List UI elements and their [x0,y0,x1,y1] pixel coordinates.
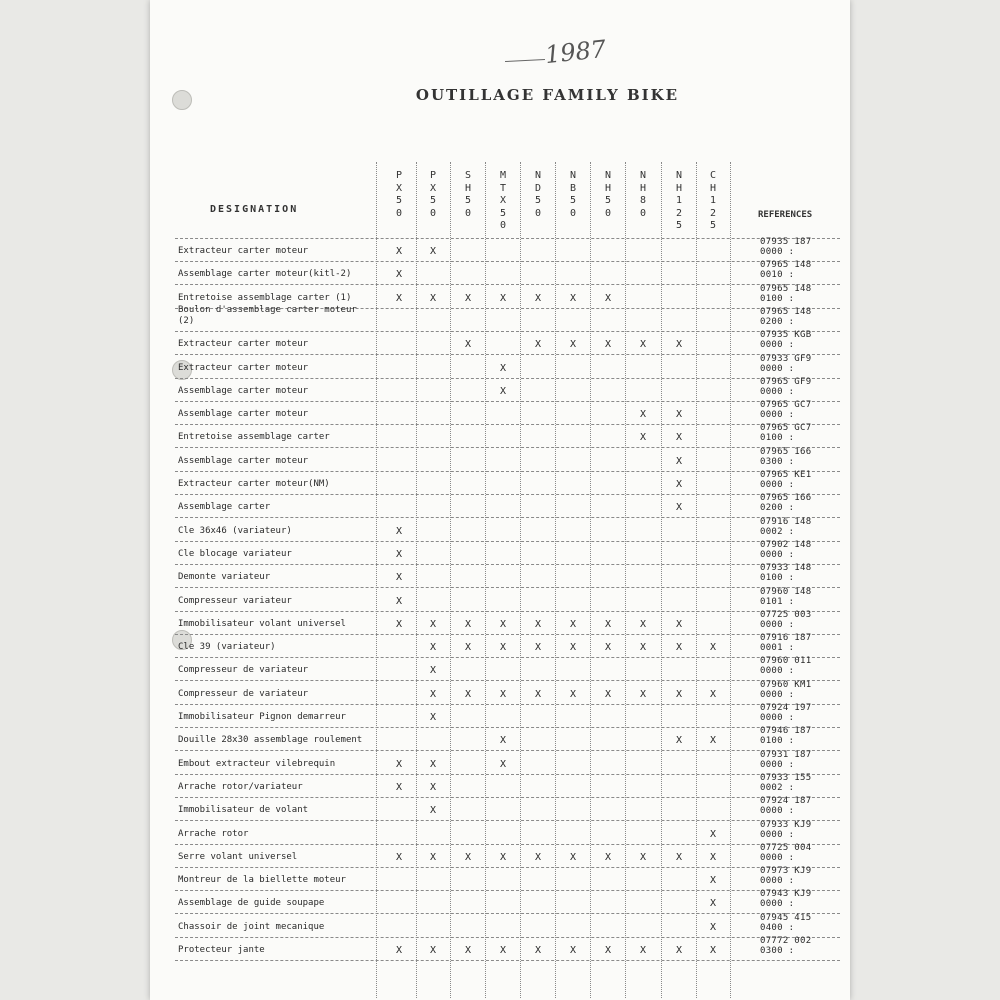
table-row [175,937,840,961]
row-reference: 07965 KE1 0000 : [760,470,812,490]
row-reference: 07935 KGB 0000 : [760,330,812,351]
table-row [175,657,840,681]
row-designation: Demonte variateur [178,572,271,583]
column-header-sh50: S H 5 0 [464,170,472,219]
model-mark-nd50: X [534,292,542,304]
model-mark-px50b: X [429,945,437,956]
row-reference: 07933 148 0100 : [760,563,812,584]
model-mark-nh50: X [604,618,612,630]
column-header-nh125: N H 1 2 5 [675,170,683,231]
table-row [175,797,840,821]
model-mark-nd50: X [534,618,542,630]
model-mark-ch125: X [709,851,717,863]
table-row [175,331,840,355]
column-header-px50: P X 5 0 [395,170,403,219]
row-reference: 07725 003 0000 : [760,609,812,630]
row-reference: 07933 GF9 0000 : [760,353,812,374]
model-mark-px50: X [395,246,403,257]
column-header-mtx50: M T X 5 0 [499,170,507,231]
model-mark-sh50: X [464,851,472,863]
row-designation: Arrache rotor [178,828,249,839]
row-designation: Assemblage carter moteur [178,385,309,396]
table-row [175,401,840,425]
model-mark-nh80: X [639,688,647,700]
table-row [175,704,840,728]
document-title: OUTILLAGE FAMILY BIKE [415,86,680,104]
model-mark-px50b: X [429,712,437,723]
table-row [175,867,840,891]
model-mark-sh50: X [464,339,472,351]
row-designation: Embout extracteur vilebrequin [178,758,336,769]
designation-header: DESIGNATION [210,204,299,215]
model-mark-nh80: X [639,432,647,444]
row-designation: Entretoise assemblage carter [178,432,330,443]
row-designation: Assemblage carter moteur [178,455,309,466]
row-reference: 07965 GC7 0000 : [760,400,812,421]
model-mark-nh80: X [639,945,647,956]
row-reference: 07943 KJ9 0000 : [760,889,812,910]
model-mark-nh80: X [639,409,647,421]
table-row [175,304,840,332]
table-row [175,471,840,495]
model-mark-nb50: X [569,642,577,654]
model-mark-px50: X [395,595,403,607]
model-mark-sh50: X [464,945,472,956]
row-designation: Assemblage carter moteur(kitl-2) [178,269,352,280]
row-reference: 07945 415 0400 : [760,912,812,933]
table-row [175,355,840,379]
row-designation: Compresseur de variateur [178,688,309,699]
row-reference: 07965 148 0200 : [760,306,812,327]
row-reference: 07973 KJ9 0000 : [760,866,812,887]
row-reference: 07916 187 0001 : [760,633,812,654]
model-mark-nh50: X [604,292,612,304]
table-row [175,634,840,658]
table-row [175,261,840,285]
table-row [175,681,840,705]
model-mark-ch125: X [709,921,717,933]
model-mark-px50: X [395,525,403,537]
model-mark-nd50: X [534,339,542,351]
model-mark-sh50: X [464,618,472,630]
row-reference: 07924 197 0000 : [760,703,812,723]
model-mark-nb50: X [569,292,577,304]
model-mark-ch125: X [709,828,717,840]
model-mark-mtx50: X [499,292,507,304]
model-mark-mtx50: X [499,945,507,956]
row-reference: 07924 187 0000 : [760,796,812,817]
row-designation: Extracteur carter moteur [178,339,309,350]
row-reference: 07933 155 0002 : [760,772,812,793]
row-reference: 07960 KM1 0000 : [760,679,812,700]
model-mark-nh125: X [675,502,683,514]
table-row [175,751,840,775]
row-designation: Extracteur carter moteur [178,246,309,256]
model-mark-px50: X [395,548,403,560]
row-reference: 07965 166 0300 : [760,446,812,467]
model-mark-nd50: X [534,851,542,863]
document-sheet [150,0,850,1000]
model-mark-px50b: X [429,665,437,677]
model-mark-px50b: X [429,642,437,654]
model-mark-px50b: X [429,688,437,700]
row-designation: Immobilisateur volant universel [178,618,346,629]
model-mark-nd50: X [534,688,542,700]
row-reference: 07772 002 0300 : [760,936,812,956]
model-mark-px50: X [395,851,403,863]
model-mark-ch125: X [709,945,717,956]
model-mark-nh125: X [675,735,683,747]
table-row [175,378,840,402]
row-designation: Protecteur jante [178,945,265,955]
column-header-nb50: N B 5 0 [569,170,577,219]
row-reference: 07725 004 0000 : [760,842,812,863]
row-reference: 07946 187 0100 : [760,726,812,747]
row-designation: Assemblage carter [178,502,271,513]
row-designation: Arrache rotor/variateur [178,781,303,792]
model-mark-px50b: X [429,781,437,793]
model-mark-px50: X [395,269,403,281]
model-mark-ch125: X [709,735,717,747]
model-mark-nh125: X [675,409,683,421]
column-header-px50b: P X 5 0 [429,170,437,219]
row-designation: Immobilisateur Pignon demarreur [178,712,346,722]
row-designation: Compresseur variateur [178,595,292,606]
model-mark-nh125: X [675,432,683,444]
row-designation: Cle 36x46 (variateur) [178,525,292,536]
model-mark-nh125: X [675,851,683,863]
row-designation: Compresseur de variateur [178,665,309,676]
row-designation: Extracteur carter moteur(NM) [178,479,330,489]
model-mark-nh125: X [675,642,683,654]
model-mark-nb50: X [569,618,577,630]
handwritten-year: 1987 [543,34,608,70]
column-header-nd50: N D 5 0 [534,170,542,219]
model-mark-sh50: X [464,642,472,654]
model-mark-mtx50: X [499,385,507,397]
model-mark-nb50: X [569,851,577,863]
row-designation: Assemblage de guide soupape [178,898,325,909]
row-reference: 07960 148 0101 : [760,586,812,607]
model-mark-nh50: X [604,642,612,654]
model-mark-px50: X [395,781,403,793]
row-reference: 07931 187 0000 : [760,749,812,770]
model-mark-nh125: X [675,618,683,630]
model-mark-sh50: X [464,688,472,700]
model-mark-mtx50: X [499,642,507,654]
table-row [175,588,840,612]
table-row [175,611,840,635]
model-mark-nh125: X [675,479,683,490]
row-designation: Montreur de la biellette moteur [178,875,346,886]
model-mark-mtx50: X [499,618,507,630]
row-reference: 07960 011 0000 : [760,656,812,677]
table-row [175,448,840,472]
row-designation: Immobilisateur de volant [178,805,309,816]
model-mark-ch125: X [709,642,717,654]
model-mark-nb50: X [569,688,577,700]
row-designation: Douille 28x30 assemblage roulement [178,735,363,746]
row-reference: 07965 GF9 0000 : [760,376,812,397]
model-mark-px50b: X [429,246,437,257]
column-header-nh80: N H 8 0 [639,170,647,219]
row-reference: 07933 KJ9 0000 : [760,819,812,840]
references-header: REFERENCES [758,210,813,220]
table-row [175,564,840,588]
model-mark-mtx50: X [499,851,507,863]
model-mark-nh50: X [604,851,612,863]
model-mark-px50b: X [429,758,437,770]
row-designation: Boulon d'assemblage carter moteur (2) [178,304,357,326]
model-mark-mtx50: X [499,688,507,700]
handwritten-stroke [505,59,545,62]
row-reference: 07965 166 0200 : [760,493,812,514]
model-mark-mtx50: X [499,758,507,770]
column-header-nh50: N H 5 0 [604,170,612,219]
row-reference: 07902 148 0000 : [760,539,812,560]
table-row [175,541,840,565]
row-reference: 07965 GC7 0100 : [760,423,812,444]
model-mark-sh50: X [464,292,472,304]
punch-hole [172,90,192,110]
row-reference: 07916 148 0002 : [760,516,812,537]
model-mark-nh50: X [604,945,612,956]
model-mark-nh50: X [604,688,612,700]
model-mark-nh50: X [604,339,612,351]
model-mark-nh80: X [639,618,647,630]
model-mark-nb50: X [569,945,577,956]
model-mark-px50: X [395,945,403,956]
model-mark-px50: X [395,758,403,770]
row-designation: Entretoise assemblage carter (1) [178,292,352,303]
model-mark-nb50: X [569,339,577,351]
model-mark-nd50: X [534,945,542,956]
column-header-ch125: C H 1 2 5 [709,170,717,231]
model-mark-px50: X [395,572,403,584]
table-row [175,914,840,938]
row-designation: Assemblage carter moteur [178,409,309,420]
model-mark-px50b: X [429,618,437,630]
model-mark-px50: X [395,292,403,304]
model-mark-mtx50: X [499,735,507,747]
row-designation: Cle 39 (variateur) [178,642,276,653]
row-designation: Chassoir de joint mecanique [178,921,325,932]
model-mark-px50b: X [429,292,437,304]
table-row [175,494,840,518]
model-mark-nh125: X [675,945,683,956]
model-mark-mtx50: X [499,362,507,374]
table-row [175,238,840,262]
model-mark-px50b: X [429,851,437,863]
table-row [175,821,840,845]
model-mark-nh125: X [675,688,683,700]
model-mark-ch125: X [709,875,717,887]
table-row [175,424,840,448]
row-reference: 07935 187 0000 : [760,237,812,257]
model-mark-px50: X [395,618,403,630]
row-designation: Serre volant universel [178,851,298,862]
model-mark-nh80: X [639,851,647,863]
model-mark-px50b: X [429,805,437,817]
table-row [175,774,840,798]
model-mark-ch125: X [709,688,717,700]
model-mark-ch125: X [709,898,717,910]
model-mark-nh125: X [675,339,683,351]
table-row [175,518,840,542]
model-mark-nh125: X [675,455,683,467]
row-designation: Extracteur carter moteur [178,362,309,373]
row-reference: 07965 148 0010 : [760,260,812,281]
row-reference: 07965 148 0100 : [760,283,812,304]
table-row [175,844,840,868]
model-mark-nh80: X [639,642,647,654]
model-mark-nh80: X [639,339,647,351]
table-row [175,890,840,914]
model-mark-nd50: X [534,642,542,654]
table-row [175,727,840,751]
row-designation: Cle blocage variateur [178,548,292,559]
